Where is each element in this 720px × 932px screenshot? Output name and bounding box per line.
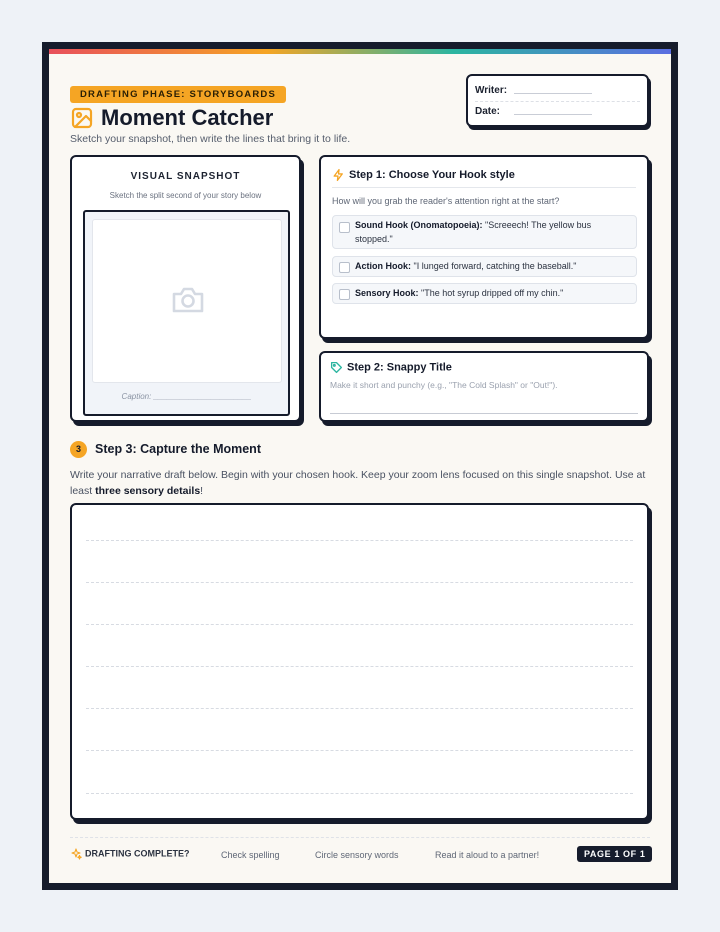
draft-line	[86, 582, 633, 583]
color-stripe	[49, 49, 671, 54]
hook-checkbox[interactable]	[339, 262, 350, 273]
footer-item-spelling: Check spelling	[221, 850, 280, 860]
tag-icon	[330, 361, 343, 374]
draft-line	[86, 624, 633, 625]
hook-checkbox[interactable]	[339, 222, 350, 233]
date-label: Date:	[475, 106, 501, 117]
step2-title-card	[319, 351, 649, 422]
footer-item-sensory: Circle sensory words	[315, 850, 399, 860]
footer-label-text: DRAFTING COMPLETE?	[85, 848, 190, 859]
hook-option-example: "The hot syrup dripped off my chin."	[421, 288, 564, 298]
hook-option-example: "Screeech! The yellow bus stopped."	[355, 220, 592, 244]
date-field[interactable]	[514, 114, 592, 115]
step3-text-end: !	[200, 485, 204, 497]
step3-number: 3	[70, 441, 87, 458]
step1-prompt: How will you grab the reader's attention right at the start?	[332, 196, 560, 206]
hook-option-action[interactable]	[332, 256, 637, 277]
phase-badge: DRAFTING PHASE: STORYBOARDS	[70, 86, 286, 103]
page-title: Moment Catcher	[101, 105, 274, 130]
hook-option-text	[355, 260, 628, 274]
hook-option-text	[355, 287, 628, 301]
step2-heading	[330, 361, 452, 374]
step1-divider	[332, 187, 636, 188]
writer-field[interactable]	[514, 93, 592, 94]
sketch-area[interactable]	[92, 219, 282, 383]
draft-writing-area[interactable]	[70, 503, 649, 820]
hook-option-example: "I lunged forward, catching the baseball."	[413, 261, 577, 271]
draft-line	[86, 793, 633, 794]
hook-option-sensory[interactable]	[332, 283, 637, 304]
caption-label: Caption: ______________________	[121, 392, 252, 401]
step3-instructions	[70, 467, 650, 499]
polaroid-frame	[83, 210, 290, 416]
footer-divider	[70, 837, 650, 838]
step2-hint: Make it short and punchy (e.g., "The Cold Splash" or "Out!").	[330, 380, 558, 390]
step2-heading-text: Step 2: Snappy Title	[347, 361, 452, 374]
snapshot-subheading: Sketch the split second of your story below	[109, 191, 262, 200]
step3-text-start: Write your narrative draft below. Begin with your chosen hook. Keep your zoom lens focused on this single snapshot. Use at least	[70, 469, 646, 497]
worksheet-frame	[42, 42, 678, 890]
hook-option-sound[interactable]	[332, 215, 637, 249]
worksheet-page	[49, 49, 671, 883]
draft-line	[86, 708, 633, 709]
hook-option-label: Sound Hook (Onomatopoeia):	[355, 220, 483, 230]
step3-heading: Step 3: Capture the Moment	[95, 442, 261, 456]
camera-icon	[170, 284, 206, 316]
meta-divider	[475, 101, 640, 102]
hook-option-text	[355, 219, 628, 246]
hook-checkbox[interactable]	[339, 289, 350, 300]
lightning-icon	[332, 168, 345, 182]
title-write-line[interactable]	[330, 413, 638, 414]
step1-hook-card	[319, 155, 649, 339]
hook-option-label: Sensory Hook:	[355, 288, 419, 298]
snapshot-heading: VISUAL SNAPSHOT	[130, 171, 241, 182]
writer-date-card	[466, 74, 649, 127]
draft-line	[86, 750, 633, 751]
footer-checklist-label	[70, 848, 190, 860]
visual-snapshot-card	[70, 155, 301, 422]
draft-line	[86, 666, 633, 667]
page-number-badge: PAGE 1 OF 1	[577, 846, 652, 862]
hook-option-label: Action Hook:	[355, 261, 411, 271]
page-subtitle: Sketch your snapshot, then write the lines that bring it to life.	[70, 133, 351, 145]
footer-item-read-aloud: Read it aloud to a partner!	[435, 850, 540, 860]
step1-heading	[332, 168, 515, 182]
draft-line	[86, 540, 633, 541]
step1-heading-text: Step 1: Choose Your Hook style	[349, 168, 515, 181]
sparkle-icon	[70, 848, 82, 860]
image-icon	[70, 106, 94, 130]
writer-label: Writer:	[475, 85, 508, 96]
step3-text-emphasis: three sensory details	[95, 485, 201, 497]
